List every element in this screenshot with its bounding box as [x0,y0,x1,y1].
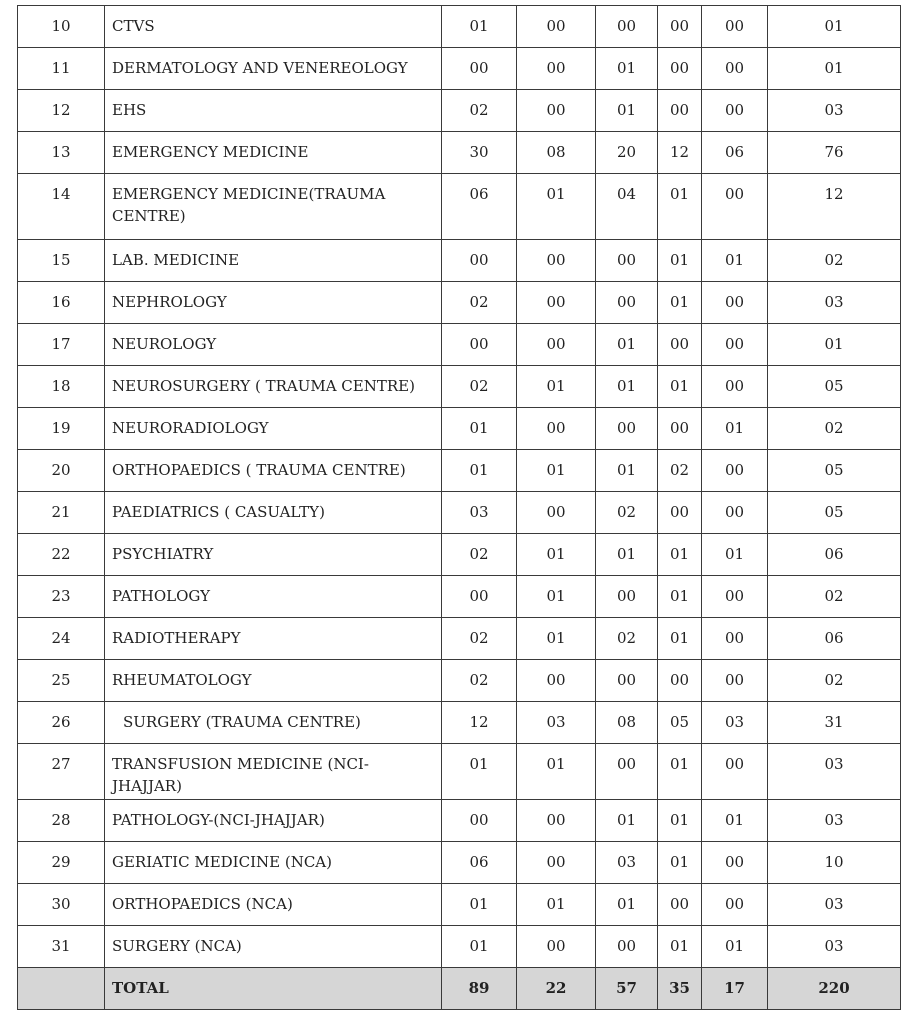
department-name: PATHOLOGY [105,576,442,618]
serial-number: 24 [18,618,105,660]
row-total: 01 [768,6,901,48]
count-col-1: 00 [442,800,517,842]
count-col-1: 02 [442,534,517,576]
count-col-5: 06 [702,132,768,174]
count-col-3: 03 [596,842,658,884]
count-col-3: 01 [596,90,658,132]
count-col-4: 00 [658,884,702,926]
department-name: RADIOTHERAPY [105,618,442,660]
count-col-3: 00 [596,744,658,800]
table-row [18,174,901,240]
count-col-4: 00 [658,408,702,450]
count-col-4: 05 [658,702,702,744]
serial-number: 23 [18,576,105,618]
department-name: PSYCHIATRY [105,534,442,576]
table-row [18,702,901,744]
serial-number: 31 [18,926,105,968]
count-col-3: 01 [596,366,658,408]
row-total: 02 [768,240,901,282]
table-row [18,324,901,366]
department-name: EMERGENCY MEDICINE(TRAUMA CENTRE) [105,174,442,240]
count-col-3: 01 [596,884,658,926]
table-row [18,282,901,324]
count-col-1: 02 [442,660,517,702]
serial-number: 19 [18,408,105,450]
count-col-1: 12 [442,702,517,744]
row-total: 06 [768,618,901,660]
serial-number: 18 [18,366,105,408]
count-col-1: 00 [442,240,517,282]
count-col-4: 00 [658,48,702,90]
total-col-2: 22 [517,968,596,1010]
count-col-4: 01 [658,366,702,408]
count-col-1: 00 [442,324,517,366]
count-col-3: 00 [596,926,658,968]
count-col-3: 01 [596,324,658,366]
department-name: CTVS [105,6,442,48]
count-col-1: 00 [442,576,517,618]
count-col-2: 00 [517,800,596,842]
table-row [18,534,901,576]
count-col-5: 03 [702,702,768,744]
row-total: 10 [768,842,901,884]
count-col-5: 00 [702,744,768,800]
department-name: EMERGENCY MEDICINE [105,132,442,174]
count-col-5: 00 [702,90,768,132]
row-total: 05 [768,492,901,534]
count-col-1: 01 [442,408,517,450]
department-name: TRANSFUSION MEDICINE (NCI-JHAJJAR) [105,744,442,800]
table-row [18,6,901,48]
count-col-4: 01 [658,926,702,968]
count-col-2: 00 [517,48,596,90]
table-row [18,492,901,534]
total-label: TOTAL [105,968,442,1010]
count-col-3: 02 [596,618,658,660]
serial-number: 30 [18,884,105,926]
serial-number: 16 [18,282,105,324]
count-col-3: 01 [596,534,658,576]
department-name: PATHOLOGY-(NCI-JHAJJAR) [105,800,442,842]
count-col-1: 01 [442,450,517,492]
row-total: 31 [768,702,901,744]
serial-number: 15 [18,240,105,282]
count-col-2: 01 [517,576,596,618]
table-row [18,884,901,926]
count-col-1: 01 [442,6,517,48]
serial-number: 14 [18,174,105,240]
row-total: 03 [768,884,901,926]
department-name: NEUROLOGY [105,324,442,366]
count-col-4: 01 [658,800,702,842]
count-col-4: 01 [658,842,702,884]
total-col-1: 89 [442,968,517,1010]
count-col-4: 01 [658,240,702,282]
count-col-1: 06 [442,842,517,884]
department-name: DERMATOLOGY AND VENEREOLOGY [105,48,442,90]
count-col-5: 00 [702,366,768,408]
count-col-5: 00 [702,618,768,660]
total-col-3: 57 [596,968,658,1010]
serial-number: 20 [18,450,105,492]
serial-number: 26 [18,702,105,744]
grand-total: 220 [768,968,901,1010]
count-col-3: 20 [596,132,658,174]
count-col-4: 12 [658,132,702,174]
department-name: NEUROSURGERY ( TRAUMA CENTRE) [105,366,442,408]
count-col-4: 00 [658,6,702,48]
table-row [18,366,901,408]
count-col-2: 00 [517,240,596,282]
table-row [18,408,901,450]
table-row [18,240,901,282]
serial-number: 13 [18,132,105,174]
count-col-2: 00 [517,282,596,324]
count-col-5: 01 [702,408,768,450]
serial-number: 17 [18,324,105,366]
count-col-3: 00 [596,6,658,48]
count-col-1: 02 [442,366,517,408]
count-col-2: 00 [517,660,596,702]
table-row [18,926,901,968]
count-col-3: 00 [596,282,658,324]
department-name: NEURORADIOLOGY [105,408,442,450]
count-col-4: 01 [658,534,702,576]
count-col-4: 00 [658,660,702,702]
row-total: 03 [768,800,901,842]
count-col-3: 00 [596,576,658,618]
count-col-1: 02 [442,282,517,324]
row-total: 01 [768,48,901,90]
table-row [18,576,901,618]
count-col-2: 01 [517,450,596,492]
count-col-5: 01 [702,534,768,576]
department-name: EHS [105,90,442,132]
count-col-2: 01 [517,884,596,926]
table-row [18,744,901,800]
department-name: PAEDIATRICS ( CASUALTY) [105,492,442,534]
total-serial-cell [18,968,105,1010]
total-row [18,968,901,1010]
count-col-3: 01 [596,800,658,842]
count-col-2: 00 [517,6,596,48]
row-total: 02 [768,576,901,618]
count-col-2: 01 [517,174,596,240]
count-col-5: 00 [702,842,768,884]
department-name: RHEUMATOLOGY [105,660,442,702]
row-total: 03 [768,744,901,800]
row-total: 03 [768,926,901,968]
table-row [18,450,901,492]
count-col-2: 03 [517,702,596,744]
serial-number: 10 [18,6,105,48]
count-col-5: 00 [702,884,768,926]
table-row [18,90,901,132]
count-col-2: 00 [517,90,596,132]
count-col-2: 01 [517,744,596,800]
count-col-3: 08 [596,702,658,744]
count-col-1: 02 [442,618,517,660]
serial-number: 12 [18,90,105,132]
count-col-4: 00 [658,324,702,366]
count-col-5: 00 [702,282,768,324]
count-col-4: 01 [658,744,702,800]
count-col-3: 01 [596,48,658,90]
total-col-5: 17 [702,968,768,1010]
count-col-1: 01 [442,744,517,800]
count-col-5: 01 [702,240,768,282]
serial-number: 21 [18,492,105,534]
department-name: LAB. MEDICINE [105,240,442,282]
count-col-2: 00 [517,492,596,534]
count-col-4: 02 [658,450,702,492]
row-total: 01 [768,324,901,366]
count-col-2: 08 [517,132,596,174]
count-col-2: 00 [517,842,596,884]
count-col-1: 03 [442,492,517,534]
row-total: 03 [768,90,901,132]
count-col-5: 00 [702,48,768,90]
count-col-5: 00 [702,450,768,492]
count-col-4: 01 [658,282,702,324]
count-col-4: 01 [658,174,702,240]
table-row [18,132,901,174]
department-name: SURGERY (TRAUMA CENTRE) [105,702,442,744]
count-col-2: 01 [517,534,596,576]
row-total: 05 [768,450,901,492]
department-name: ORTHOPAEDICS ( TRAUMA CENTRE) [105,450,442,492]
count-col-3: 04 [596,174,658,240]
count-col-4: 01 [658,576,702,618]
row-total: 02 [768,660,901,702]
row-total: 02 [768,408,901,450]
count-col-4: 00 [658,492,702,534]
count-col-3: 01 [596,450,658,492]
count-col-3: 00 [596,408,658,450]
department-name: ORTHOPAEDICS (NCA) [105,884,442,926]
department-name: GERIATIC MEDICINE (NCA) [105,842,442,884]
row-total: 12 [768,174,901,240]
table-row [18,618,901,660]
count-col-2: 00 [517,324,596,366]
count-col-1: 06 [442,174,517,240]
table-row [18,48,901,90]
count-col-4: 01 [658,618,702,660]
serial-number: 28 [18,800,105,842]
count-col-1: 01 [442,926,517,968]
table-row [18,800,901,842]
document-page [17,5,901,1010]
total-col-4: 35 [658,968,702,1010]
count-col-2: 01 [517,618,596,660]
serial-number: 22 [18,534,105,576]
count-col-3: 00 [596,240,658,282]
count-col-1: 00 [442,48,517,90]
count-col-1: 02 [442,90,517,132]
count-col-5: 00 [702,660,768,702]
table-row [18,660,901,702]
department-name: SURGERY (NCA) [105,926,442,968]
count-col-5: 01 [702,926,768,968]
row-total: 05 [768,366,901,408]
vacancy-table [17,5,901,1010]
count-col-1: 01 [442,884,517,926]
count-col-5: 00 [702,324,768,366]
count-col-2: 00 [517,408,596,450]
serial-number: 29 [18,842,105,884]
count-col-5: 00 [702,492,768,534]
count-col-5: 00 [702,576,768,618]
count-col-3: 02 [596,492,658,534]
table-row [18,842,901,884]
serial-number: 27 [18,744,105,800]
serial-number: 11 [18,48,105,90]
row-total: 76 [768,132,901,174]
row-total: 03 [768,282,901,324]
count-col-2: 00 [517,926,596,968]
department-name: NEPHROLOGY [105,282,442,324]
serial-number: 25 [18,660,105,702]
count-col-1: 30 [442,132,517,174]
count-col-4: 00 [658,90,702,132]
count-col-2: 01 [517,366,596,408]
count-col-5: 00 [702,174,768,240]
count-col-5: 00 [702,6,768,48]
row-total: 06 [768,534,901,576]
count-col-3: 00 [596,660,658,702]
count-col-5: 01 [702,800,768,842]
